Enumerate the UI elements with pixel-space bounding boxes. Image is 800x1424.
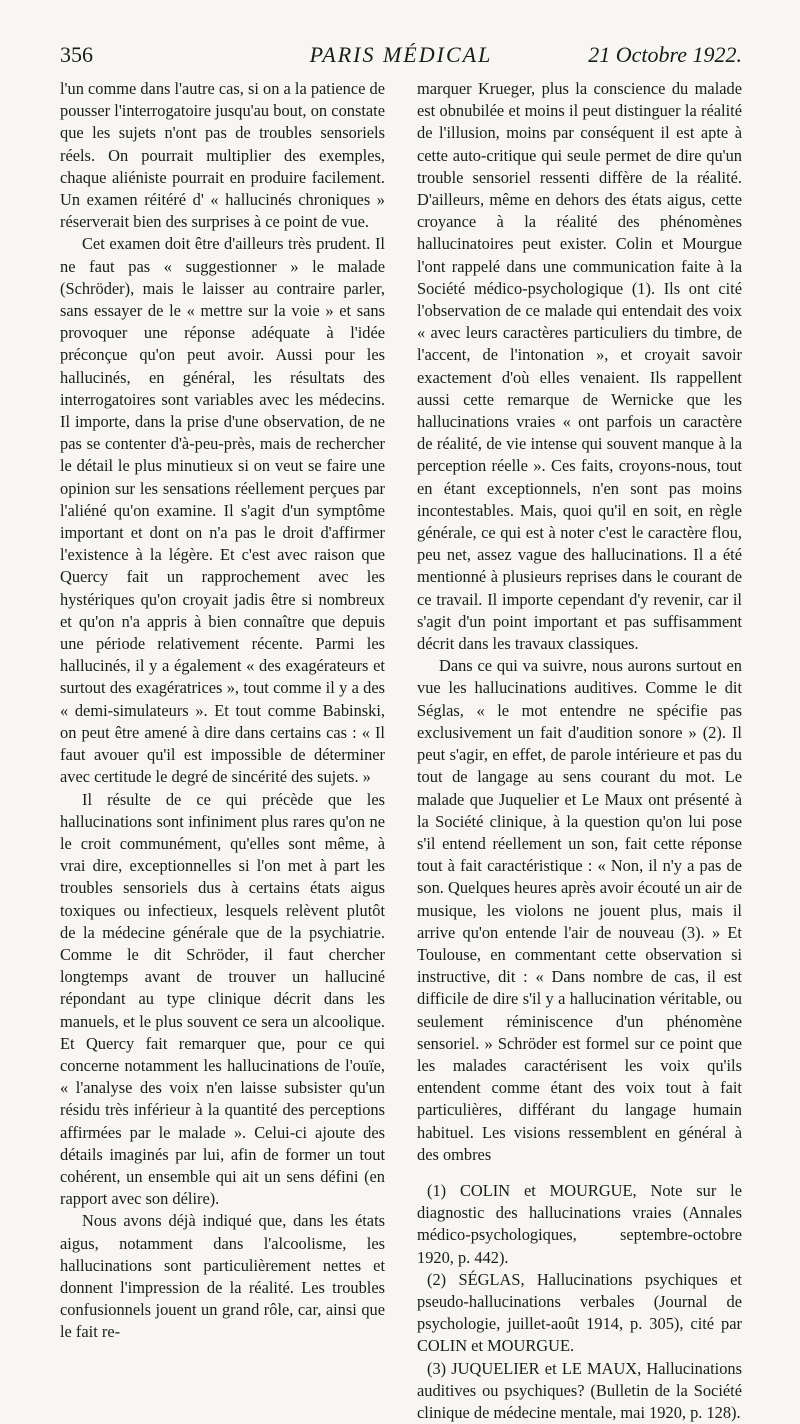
footnotes — [417, 1174, 742, 1424]
footnote: (2) SÉGLAS, Hallucinations psychiques et pseudo-hallucinations verbales (Journal de psychologie, juillet-août 1914, p. 305), cité par COLIN et MOURGUE. — [417, 1269, 742, 1356]
paragraph: Cet examen doit être d'ailleurs très prudent. Il ne faut pas « suggestionner » le malade (Schröder), mais le laisser au contraire parler, sans essayer de le « mettre sur la voie » et sans provoquer une réponse adéquate à l'idée préconçue qu'on peut avoir. Aussi pour les hallucinés, en général, les résultats des interrogatoires sont variables avec les médecins. Il importe, dans la prise d'une observation, de ne pas se contenter d'à-peu-près, mais de rechercher le détail le plus minutieux si on veut se faire une opinion sur les sensations réellement perçues par l'aliéné qu'on examine. Il s'agit d'un symptôme important et dont on n'a pas le droit d'affirmer l'existence à la légère. Et c'est avec raison que Quercy fait un rapprochement avec les hystériques qu'on croyait jadis être si nombreux et qu'on n'a appris à bien connaître que depuis une période relativement récente. Parmi les hallucinés, il y a également « des exagérateurs et surtout des exagératrices », tout comme il y a des « demi-simulateurs ». Et tout comme Babinski, on peut être amené à dire dans certains cas : « Il faut avouer qu'il est impossible de déterminer avec certitude le degré de sincérité des sujets. » — [60, 234, 385, 787]
paragraph: l'un comme dans l'autre cas, si on a la patience de pousser l'interrogatoire jusqu'au bout, on constate que les sujets n'ont pas de troubles sensoriels réels. On pourrait multiplier des exemples, chaque aliéniste pourrait en produire facilement. Un examen réitéré d' « hallucinés chroniques » réserverait bien des surprises à ce point de vue. — [60, 79, 385, 232]
paragraph: marquer Krueger, plus la conscience du malade est obnubilée et moins il peut distinguer la réalité de l'illusion, moins par conséquent il est apte à cette auto-critique qui seule permet de dire qu'un trouble sensoriel ressenti diffère de la réalité. D'ailleurs, même en dehors des états aigus, cette croyance à la réalité des phénomènes hallucinatoires peut exister. Colin et Mourgue l'ont rappelé dans une communication faite à la Société médico-psychologique (1). Ils ont cité l'observation de ce malade qui entendait des voix « avec leurs caractères particuliers du timbre, de l'accent, de l'intonation », et croyait savoir exactement d'où elles venaient. Ils rappellent aussi cette remarque de Wernicke que les hallucinations vraies « ont parfois un caractère de réalité, de vie intense qui souvent manque à la perception réelle ». Ces faits, croyons-nous, tout en étant exceptionnels, n'en sont pas moins incontestables. Mais, quoi qu'il en soit, en règle générale, ce qui est à noter c'est le caractère flou, peu net, assez vague des hallucinations. Il a été mentionné à plusieurs reprises dans le courant de ce travail. Il importe cependant d'y revenir, car il s'agit d'un point important et pas suffisamment décrit dans les travaux classiques. — [417, 79, 742, 654]
paragraph: Il résulte de ce qui précède que les hallucinations sont infiniment plus rares qu'on ne le croit communément, qu'elles sont même, à vrai dire, exceptionnelles si l'on met à part les troubles sensoriels dus à certains états aigus toxiques ou infectieux, lesquels relèvent plutôt de la médecine générale que de la psychiatrie. Comme le dit Schröder, il faut chercher longtemps avant de trouver un halluciné répondant au type clinique décrit dans les manuels, et le plus souvent ce sera un alcoolique. Et Quercy fait remarquer que, pour ce qui concerne notamment les hallucinations de l'ouïe, « l'analyse des voix n'en laisse subsister qu'un résidu très inférieur à la quantité des perceptions affirmées par le malade ». Celui-ci ajoute des détails imaginés par lui, afin de former un tout cohérent, un ensemble qui ait un sens défini (en rapport avec son délire). — [60, 789, 385, 1209]
footnote: (3) JUQUELIER et LE MAUX, Hallucinations auditives ou psychiques? (Bulletin de la Société clinique de médecine mentale, mai 1920, p. 128). — [417, 1358, 742, 1422]
issue-date: 21 Octobre 1922. — [588, 42, 742, 67]
running-head — [60, 42, 742, 76]
two-column-body — [60, 78, 742, 1424]
paragraph: Dans ce qui va suivre, nous aurons surtout en vue les hallucinations auditives. Comme le dit Séglas, « le mot entendre ne spécifie pas exclusivement un fait d'audition sonore » (2). Il peut s'agir, en effet, de parole intérieure et pas du tout de langage au sens courant du mot. Le malade que Juquelier et Le Maux ont présenté à la Société clinique, à la question qu'on lui pose s'il entend réellement un son, fait cette réponse tout à fait caractéristique : « Non, il n'y a pas de son. Quelques heures après avoir écouté un air de musique, les violons ne jouent plus, mais il arrive qu'on entende l'air de nouveau (3). » Et Toulouse, en commentant cette observation si instructive, dit : « Dans nombre de cas, il est difficile de dire s'il y a hallucination véritable, ou seulement réminiscence d'un phénomène sensoriel. » Schröder est formel sur ce point que les malades caractérisent les voix qu'ils entendent comme étant des voix tout à fait particulières, différant du langage humain habituel. Les visions ressemblent en général à des ombres — [417, 656, 742, 1164]
left-column — [60, 78, 385, 1424]
journal-title: PARIS MÉDICAL — [309, 42, 493, 67]
page-number: 356 — [60, 42, 93, 67]
right-column — [417, 78, 742, 1424]
footnote: (1) COLIN et MOURGUE, Note sur le diagnostic des hallucinations vraies (Annales médico-psychologiques, septembre-octobre 1920, p. 442). — [417, 1180, 742, 1267]
paragraph: Nous avons déjà indiqué que, dans les états aigus, notamment dans l'alcoolisme, les hallucinations sont particulièrement nettes et donnent l'impression de la réalité. Les troubles confusionnels jouent un grand rôle, car, ainsi que le fait re- — [60, 1211, 385, 1342]
